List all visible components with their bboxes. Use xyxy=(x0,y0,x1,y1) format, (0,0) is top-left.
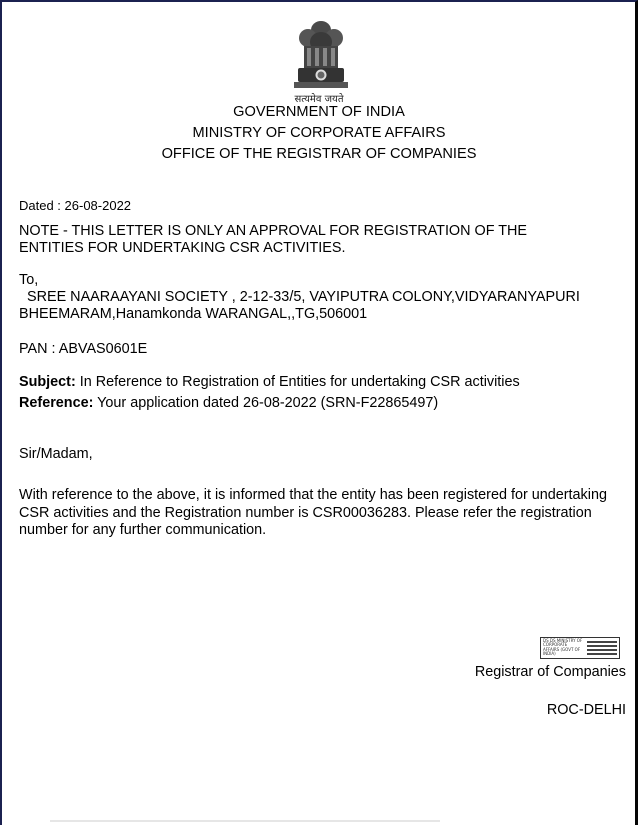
stamp-text: DS DS MINISTRY OF CORPORATE AFFAIRS (GOVT OF INDIA) xyxy=(543,638,583,657)
body-line-3: number for any further communication. xyxy=(19,522,267,538)
signatory-office: ROC-DELHI xyxy=(546,702,626,718)
reference-text: Your application dated 26-08-2022 (SRN-F22865497) xyxy=(93,395,439,411)
signatory-title: Registrar of Companies xyxy=(474,664,626,680)
bottom-cutoff-text xyxy=(50,820,440,822)
body-line-2: CSR activities and the Registration number is CSR00036283. Please refer the registration xyxy=(19,504,592,521)
stamp-details xyxy=(585,638,619,658)
pan-line: PAN : ABVAS0601E xyxy=(19,341,148,357)
dated-line: Dated : 26-08-2022 xyxy=(19,198,132,213)
note-line-1: NOTE - THIS LETTER IS ONLY AN APPROVAL FOR REGISTRATION OF THE xyxy=(19,223,528,239)
body-paragraph xyxy=(19,487,631,540)
reference-line xyxy=(19,395,438,411)
address-line-1: SREE NAARAAYANI SOCIETY , 2-12-33/5, VAYIPUTRA COLONY,VIDYARANYAPURI xyxy=(19,289,580,305)
salutation: Sir/Madam, xyxy=(19,446,93,462)
header-office: OFFICE OF THE REGISTRAR OF COMPANIES xyxy=(161,146,477,162)
subject-text: In Reference to Registration of Entities for undertaking CSR activities xyxy=(75,374,520,390)
reference-label: Reference: xyxy=(19,395,94,411)
header-government: GOVERNMENT OF INDIA xyxy=(233,104,405,120)
note-line-2: ENTITIES FOR UNDERTAKING CSR ACTIVITIES. xyxy=(19,240,346,256)
emblem-motto: सत्यमेव जयते xyxy=(294,94,344,105)
state-emblem-icon xyxy=(290,18,352,94)
digital-signature-stamp xyxy=(540,637,620,659)
subject-line xyxy=(19,374,520,390)
address-line-2: BHEEMARAM,Hanamkonda WARANGAL,,TG,506001 xyxy=(19,306,368,322)
to-label: To, xyxy=(19,272,39,288)
subject-label: Subject: xyxy=(19,374,76,390)
header-ministry: MINISTRY OF CORPORATE AFFAIRS xyxy=(192,125,446,141)
body-line-1: With reference to the above, it is informed that the entity has been registered for undertaking xyxy=(19,487,607,503)
